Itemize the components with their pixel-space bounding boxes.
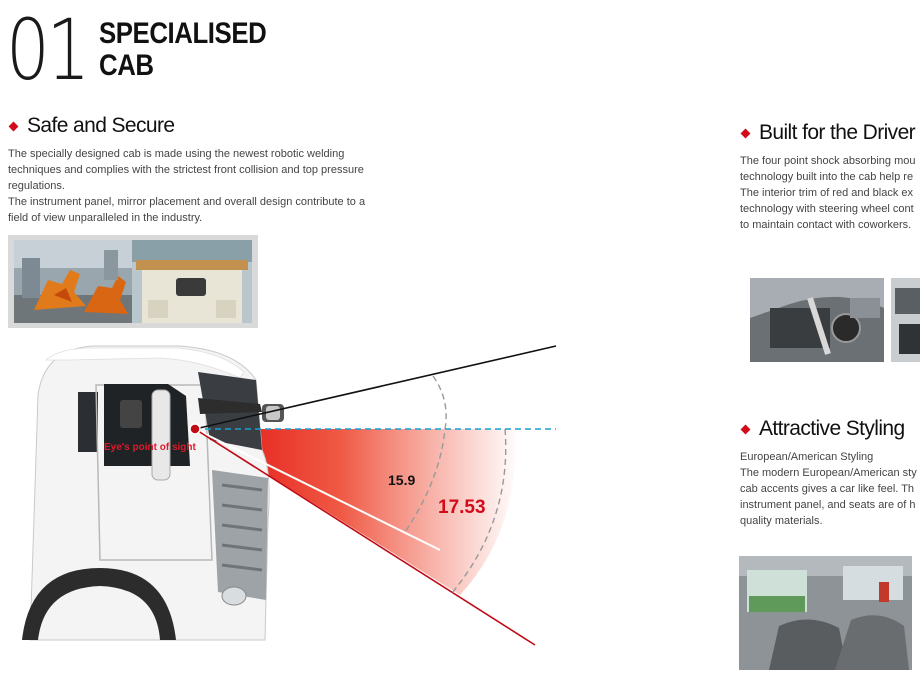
section-number: 01	[6, 1, 88, 99]
safe-section-title: Safe and Secure	[27, 114, 175, 137]
driver-section-title: Built for the Driver	[759, 121, 916, 144]
driver-section-text: The four point shock absorbing mou technology built into the cab help re The interior trim of red and black ex technology with steering wheel cont to maintain contact with coworkers.	[740, 155, 916, 231]
page-title	[99, 18, 266, 82]
robotic-welding-photo	[14, 240, 132, 323]
sight-angle-diagram	[0, 330, 580, 675]
angle-small-label: 15.9	[388, 472, 416, 488]
diamond-bullet-icon	[9, 121, 19, 131]
styling-section-text: European/American Styling The modern European/American sty cab accents gives a car like feel. Th instrument panel, and seats are of h quality materials.	[740, 451, 917, 527]
eye-point-marker	[190, 424, 200, 434]
driver-section-heading	[740, 121, 915, 145]
safe-photo-strip	[8, 235, 258, 328]
styling-section-heading	[740, 417, 905, 441]
angle-large-label: 17.53	[438, 497, 486, 518]
shock-absorber-photo	[750, 278, 884, 362]
cab-interior-photo	[739, 556, 912, 670]
interior-trim-photo	[891, 278, 920, 362]
truck-cab-illustration	[22, 346, 284, 640]
diamond-bullet-icon	[741, 424, 751, 434]
page-title-line1: SPECIALISED	[99, 17, 267, 50]
diamond-bullet-icon	[741, 128, 751, 138]
page-title-line2: CAB	[99, 49, 154, 82]
safe-section-heading	[8, 114, 174, 138]
cab-body-photo	[132, 240, 252, 323]
styling-section-title: Attractive Styling	[759, 417, 905, 440]
safe-section-text: The specially designed cab is made using the newest robotic welding techniques and complies with the strictest front collision and top pressure regulations. The instrument panel, mirror placement and overall design contribute to a field of view unparalleled in the industry.	[8, 148, 366, 224]
eye-point-label: Eye's point of sight	[104, 442, 196, 453]
